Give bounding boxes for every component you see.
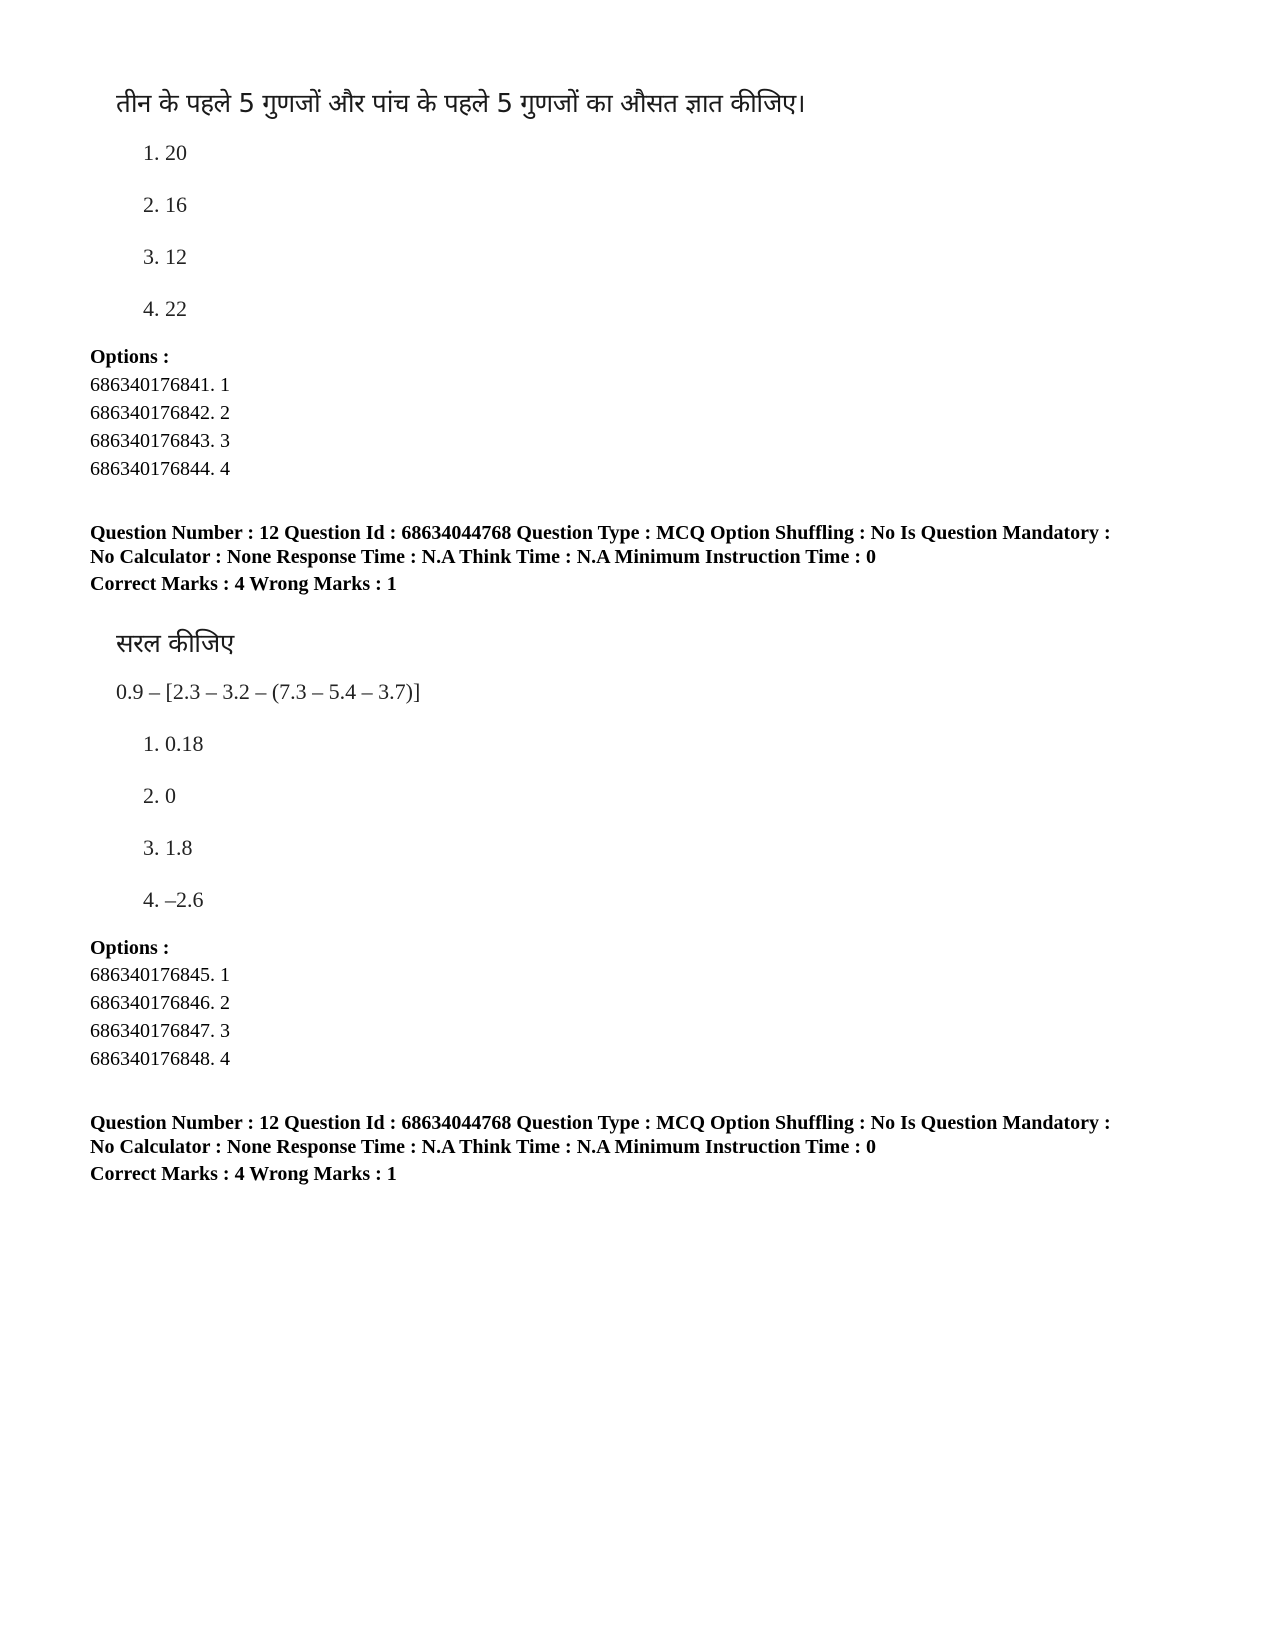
question-meta-line: No Calculator : None Response Time : N.A Think Time : N.A Minimum Instruction Time : 0 (90, 546, 876, 568)
answer-choice: 2. 16 (143, 192, 187, 217)
math-expression: 0.9 – [2.3 – 3.2 – (7.3 – 5.4 – 3.7)] (116, 679, 421, 704)
answer-choice: 3. 12 (143, 244, 187, 269)
options-label: Options : (90, 346, 170, 368)
question-meta (90, 1111, 1200, 1159)
answer-choice: 1. 0.18 (143, 731, 204, 756)
answer-choice: 4. 22 (143, 296, 187, 321)
option-row: 686340176848. 4 (90, 1048, 230, 1070)
options-label: Options : (90, 937, 170, 959)
question-meta-line: Question Number : 12 Question Id : 68634044768 Question Type : MCQ Option Shuffling : No Is Question Mandatory : (90, 1112, 1111, 1134)
question-meta (90, 521, 1200, 569)
option-row: 686340176846. 2 (90, 992, 230, 1014)
marks-line: Correct Marks : 4 Wrong Marks : 1 (90, 573, 397, 595)
answer-choice: 4. –2.6 (143, 887, 204, 912)
question-text: सरल कीजिए (116, 629, 234, 659)
question-meta-line: Question Number : 12 Question Id : 68634044768 Question Type : MCQ Option Shuffling : No Is Question Mandatory : (90, 522, 1111, 544)
option-row: 686340176845. 1 (90, 964, 230, 986)
option-row: 686340176841. 1 (90, 374, 230, 396)
answer-choice: 1. 20 (143, 140, 187, 165)
option-row: 686340176844. 4 (90, 458, 230, 480)
answer-choice: 2. 0 (143, 783, 176, 808)
question-text: तीन के पहले 5 गुणजों और पांच के पहले 5 गुणजों का औसत ज्ञात कीजिए। (116, 89, 806, 119)
option-row: 686340176847. 3 (90, 1020, 230, 1042)
option-row: 686340176842. 2 (90, 402, 230, 424)
answer-choice: 3. 1.8 (143, 835, 193, 860)
marks-line: Correct Marks : 4 Wrong Marks : 1 (90, 1163, 397, 1185)
option-row: 686340176843. 3 (90, 430, 230, 452)
question-meta-line: No Calculator : None Response Time : N.A Think Time : N.A Minimum Instruction Time : 0 (90, 1136, 876, 1158)
